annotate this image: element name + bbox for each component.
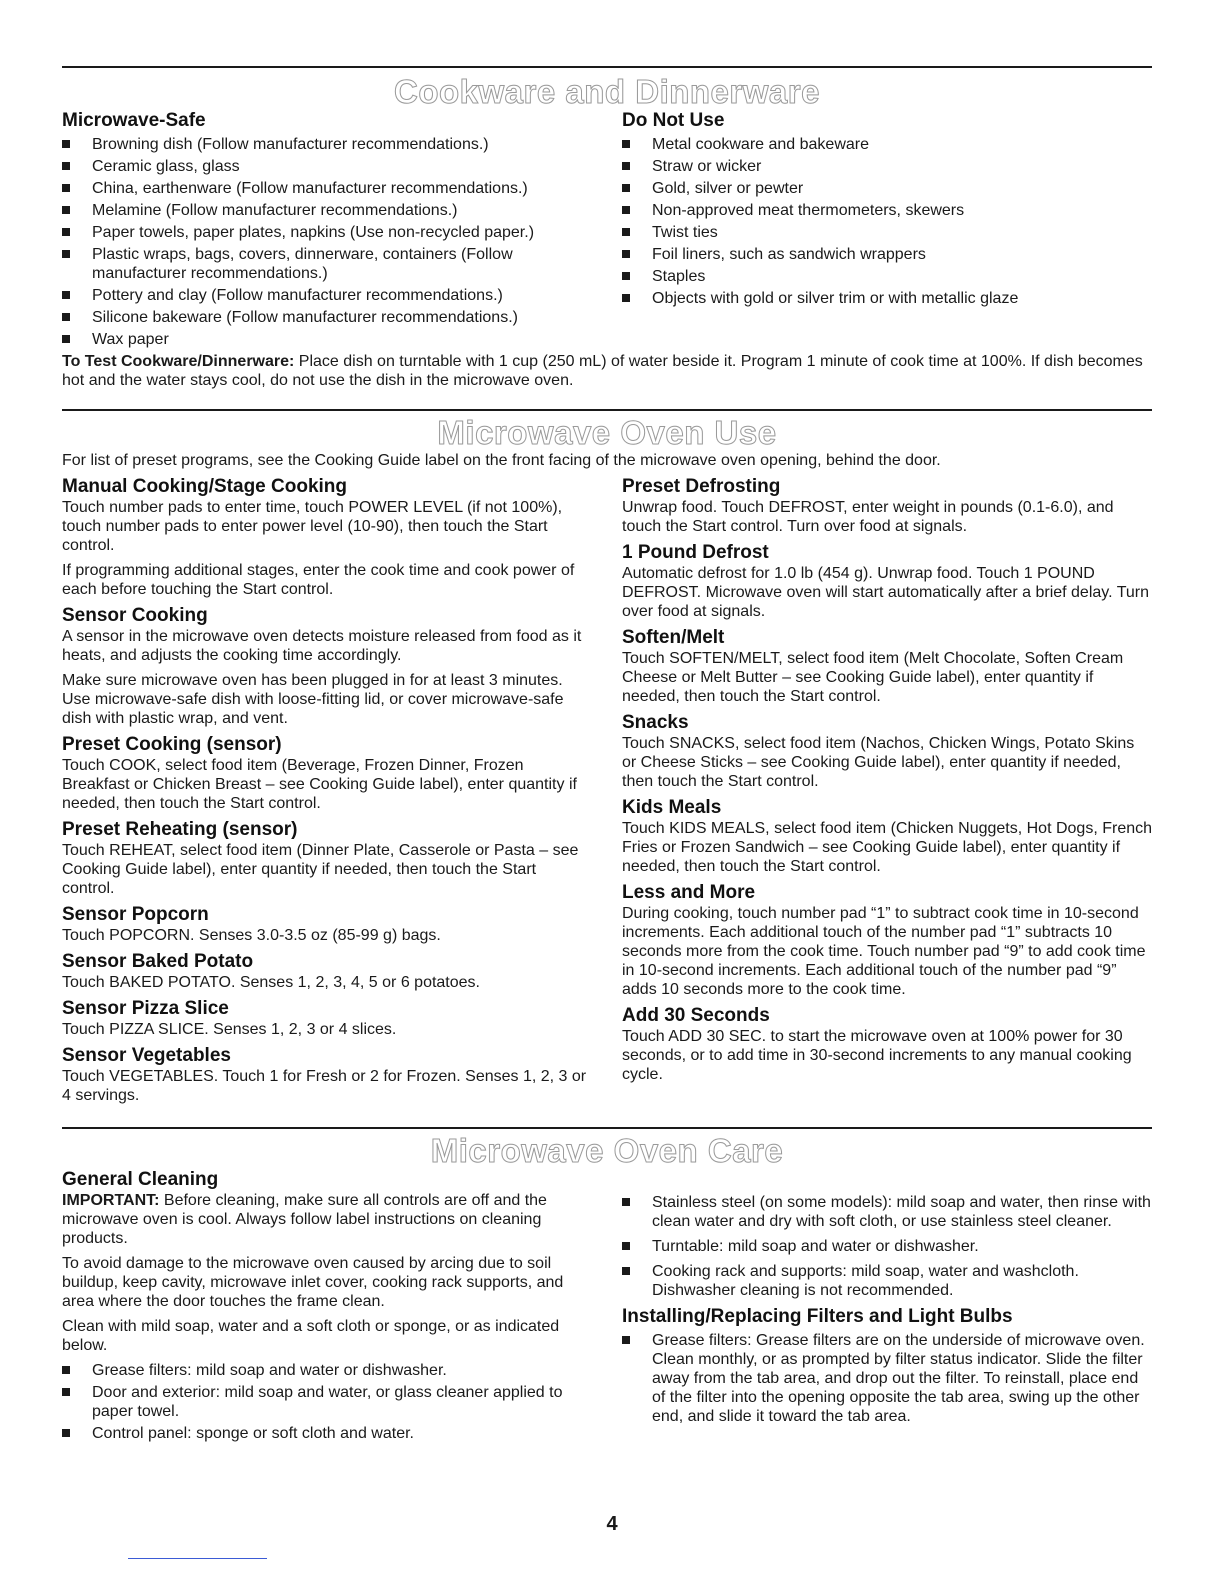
list-item-text: Pottery and clay (Follow manufacturer recommendations.) (92, 287, 503, 304)
use-right-column (622, 476, 1152, 1111)
microwave-safe-heading: Microwave-Safe (62, 110, 206, 131)
section-rule (62, 66, 1152, 68)
test-cookware-label: To Test Cookware/Dinnerware: (62, 353, 295, 370)
bullet-icon (622, 1242, 630, 1250)
bullet-icon (622, 272, 630, 280)
soften-melt-heading: Soften/Melt (622, 627, 725, 648)
list-item-text: Grease filters: Grease filters are on the underside of microwave oven. Clean monthly, or as prompted by filter status indicator. Slide the filter away from the tab area, and drop out the filter. To reinstall, place end of the filter into the opening opposite the tab area, swing up the other end, and slide it toward the tab area. (652, 1332, 1145, 1425)
bullet-icon (62, 335, 70, 343)
sensor-vegetables-heading: Sensor Vegetables (62, 1045, 231, 1066)
list-item (622, 179, 1152, 198)
list-item-text: Paper towels, paper plates, napkins (Use non-recycled paper.) (92, 224, 535, 241)
list-item-text: Turntable: mild soap and water or dishwasher. (652, 1238, 979, 1255)
list-item-text: Browning dish (Follow manufacturer recommendations.) (92, 136, 489, 153)
bullet-icon (622, 184, 630, 192)
list-item-text: Metal cookware and bakeware (652, 136, 870, 153)
paragraph: To avoid damage to the microwave oven caused by arcing due to soil buildup, keep cavity, microwave inlet cover, cooking rack supports, and area where the door touches the frame clean. (62, 1255, 564, 1310)
list-item (62, 179, 592, 198)
preset-reheating-heading: Preset Reheating (sensor) (62, 819, 298, 840)
list-item-text: Grease filters: mild soap and water or dishwasher. (92, 1362, 447, 1379)
less-and-more-heading: Less and More (622, 882, 756, 903)
page (62, 0, 1152, 1446)
paragraph: Clean with mild soap, water and a soft cloth or sponge, or as indicated below. (62, 1318, 560, 1354)
list-item (62, 157, 592, 176)
paragraph: Touch SOFTEN/MELT, select food item (Melt Chocolate, Soften Cream Cheese or Melt Butter – see Cooking Guide label), enter quantity if needed, then touch the Start control. (622, 650, 1124, 705)
paragraph: Touch KIDS MEALS, select food item (Chicken Nuggets, Hot Dogs, French Fries or Frozen Sandwich – see Cooking Guide label), enter quantity if needed, then touch the Start control. (622, 820, 1153, 875)
list-item (62, 308, 592, 327)
paragraph: Touch POPCORN. Senses 3.0-3.5 oz (85-99 g) bags. (62, 927, 441, 944)
page-number: 4 (606, 1513, 618, 1535)
bullet-icon (622, 1198, 630, 1206)
bullet-icon (62, 313, 70, 321)
section-rule (62, 409, 1152, 411)
bullet-icon (62, 1366, 70, 1374)
list-item (622, 1331, 1152, 1426)
list-item-text: Control panel: sponge or soft cloth and water. (92, 1425, 414, 1442)
bullet-icon (62, 250, 70, 258)
care-columns (62, 1169, 1152, 1446)
bullet-icon (622, 1267, 630, 1275)
bullet-icon (62, 228, 70, 236)
do-not-use-list (622, 135, 1152, 308)
list-item-text: Foil liners, such as sandwich wrappers (652, 246, 926, 263)
list-item (62, 1361, 592, 1380)
list-item-text: Silicone bakeware (Follow manufacturer recommendations.) (92, 309, 518, 326)
list-item (62, 135, 592, 154)
list-item (622, 135, 1152, 154)
list-item (62, 1424, 592, 1443)
list-item (622, 289, 1152, 308)
bullet-icon (622, 250, 630, 258)
bullet-icon (62, 162, 70, 170)
care-right-list (622, 1193, 1152, 1300)
bullet-icon (62, 291, 70, 299)
footer-link-line (128, 1558, 267, 1559)
do-not-use-column (622, 110, 1152, 352)
use-intro: For list of preset programs, see the Cooking Guide label on the front facing of the microwave oven opening, behind the door. (62, 452, 941, 469)
list-item-text: Staples (652, 268, 706, 285)
use-left-column (62, 476, 592, 1111)
section-title-cookware: Cookware and Dinnerware (394, 73, 820, 110)
snacks-heading: Snacks (622, 712, 689, 733)
section-title-care: Microwave Oven Care (430, 1132, 784, 1169)
manual-cooking-heading: Manual Cooking/Stage Cooking (62, 476, 348, 497)
sensor-baked-potato-heading: Sensor Baked Potato (62, 951, 254, 972)
list-item-text: Plastic wraps, bags, covers, dinnerware, containers (Follow manufacturer recommendations.) (92, 246, 513, 282)
list-item-text: Objects with gold or silver trim or with metallic glaze (652, 290, 1019, 307)
list-item (622, 1193, 1152, 1231)
bullet-icon (622, 228, 630, 236)
paragraph: Touch VEGETABLES. Touch 1 for Fresh or 2 for Frozen. Senses 1, 2, 3 or 4 servings. (62, 1068, 587, 1104)
care-right-column (622, 1169, 1152, 1446)
paragraph: Touch SNACKS, select food item (Nachos, Chicken Wings, Potato Skins or Cheese Sticks – see Cooking Guide label), enter quantity if needed, then touch the Start control. (622, 735, 1135, 790)
bullet-icon (622, 1336, 630, 1344)
bullet-icon (62, 206, 70, 214)
list-item (62, 330, 592, 349)
list-item (62, 223, 592, 242)
kids-meals-heading: Kids Meals (622, 797, 722, 818)
test-cookware-text: Place dish on turntable with 1 cup (250 mL) of water beside it. Program 1 minute of cook time at 100%. If dish becomes hot and the water stays cool, do not use the dish in the microwave oven. (62, 353, 1143, 389)
bullet-icon (62, 1388, 70, 1396)
list-item (622, 1262, 1152, 1300)
add-30-seconds-heading: Add 30 Seconds (622, 1005, 770, 1026)
paragraph: Touch REHEAT, select food item (Dinner Plate, Casserole or Pasta – see Cooking Guide label), enter quantity if needed, then touch the Start control. (62, 842, 579, 897)
list-item-text: Melamine (Follow manufacturer recommendations.) (92, 202, 458, 219)
list-item-text: Non-approved meat thermometers, skewers (652, 202, 965, 219)
list-item (62, 1383, 592, 1421)
sensor-pizza-slice-heading: Sensor Pizza Slice (62, 998, 229, 1019)
list-item-text: Twist ties (652, 224, 718, 241)
list-item (622, 157, 1152, 176)
list-item (622, 1237, 1152, 1256)
sensor-cooking-heading: Sensor Cooking (62, 605, 208, 626)
important-paragraph (62, 1191, 592, 1248)
list-item-text: Cooking rack and supports: mild soap, water and washcloth. Dishwasher cleaning is not recommended. (652, 1263, 1079, 1299)
list-item-text: Stainless steel (on some models): mild soap and water, then rinse with clean water and dry with soft cloth, or use stainless steel cleaner. (652, 1194, 1151, 1230)
list-item-text: Straw or wicker (652, 158, 762, 175)
list-item (622, 223, 1152, 242)
paragraph: Touch BAKED POTATO. Senses 1, 2, 3, 4, 5 or 6 potatoes. (62, 974, 480, 991)
paragraph: A sensor in the microwave oven detects moisture released from food as it heats, and adjusts the cooking time accordingly. (62, 628, 582, 664)
microwave-safe-column (62, 110, 592, 352)
paragraph: Automatic defrost for 1.0 lb (454 g). Unwrap food. Touch 1 POUND DEFROST. Microwave oven will start automatically after a brief delay. Turn over food at signals. (622, 565, 1149, 620)
paragraph: If programming additional stages, enter the cook time and cook power of each before touching the Start control. (62, 562, 575, 598)
general-cleaning-heading: General Cleaning (62, 1169, 219, 1190)
paragraph: During cooking, touch number pad “1” to subtract cook time in 10-second increments. Each additional touch of the number pad “1” subtracts 10 seconds more from the cook time. Touch number pad “9” to add cook time in 10-second increments. Each additional touch of the number pad “9” adds 10 seconds more to the cook time. (622, 905, 1146, 998)
care-left-list (62, 1361, 592, 1443)
list-item (62, 245, 592, 283)
preset-cooking-heading: Preset Cooking (sensor) (62, 734, 282, 755)
list-item (62, 286, 592, 305)
filters-heading: Installing/Replacing Filters and Light Bulbs (622, 1306, 1013, 1327)
preset-defrosting-heading: Preset Defrosting (622, 476, 781, 497)
bullet-icon (622, 140, 630, 148)
list-item-text: Door and exterior: mild soap and water, or glass cleaner applied to paper towel. (92, 1384, 563, 1420)
list-item-text: Wax paper (92, 331, 169, 348)
section-rule (62, 1127, 1152, 1129)
list-item (622, 267, 1152, 286)
important-text: Before cleaning, make sure all controls are off and the microwave oven is cool. Always follow label instructions on cleaning products. (62, 1192, 547, 1247)
important-label: IMPORTANT: (62, 1192, 160, 1209)
bullet-icon (62, 184, 70, 192)
bullet-icon (62, 1429, 70, 1437)
bullet-icon (622, 206, 630, 214)
care-left-column (62, 1169, 592, 1446)
paragraph: Unwrap food. Touch DEFROST, enter weight in pounds (0.1-6.0), and touch the Start control. Turn over food at signals. (622, 499, 1114, 535)
list-item (622, 201, 1152, 220)
paragraph: Touch PIZZA SLICE. Senses 1, 2, 3 or 4 slices. (62, 1021, 397, 1038)
section-title-use: Microwave Oven Use (437, 414, 777, 451)
paragraph: Touch number pads to enter time, touch POWER LEVEL (if not 100%), touch number pads to enter power level (10-90), then touch the Start control. (62, 499, 563, 554)
paragraph: Touch ADD 30 SEC. to start the microwave oven at 100% power for 30 seconds, or to add time in 30-second increments to any manual cooking cycle. (622, 1028, 1132, 1083)
paragraph: Touch COOK, select food item (Beverage, Frozen Dinner, Frozen Breakfast or Chicken Breast – see Cooking Guide label), enter quantity if needed, then touch the Start control. (62, 757, 577, 812)
list-item-text: Ceramic glass, glass (92, 158, 240, 175)
filters-list (622, 1331, 1152, 1426)
list-item-text: Gold, silver or pewter (652, 180, 804, 197)
list-item (62, 201, 592, 220)
list-item (622, 245, 1152, 264)
bullet-icon (622, 294, 630, 302)
microwave-safe-list (62, 135, 592, 349)
bullet-icon (62, 140, 70, 148)
test-cookware-paragraph (62, 352, 1152, 390)
cookware-columns (62, 110, 1152, 352)
do-not-use-heading: Do Not Use (622, 110, 725, 131)
one-pound-defrost-heading: 1 Pound Defrost (622, 542, 769, 563)
paragraph: Make sure microwave oven has been plugged in for at least 3 minutes. Use microwave-safe dish with loose-fitting lid, or cover microwave-safe dish with plastic wrap, and vent. (62, 672, 564, 727)
list-item-text: China, earthenware (Follow manufacturer recommendations.) (92, 180, 528, 197)
sensor-popcorn-heading: Sensor Popcorn (62, 904, 209, 925)
bullet-icon (622, 162, 630, 170)
use-columns (62, 476, 1152, 1111)
